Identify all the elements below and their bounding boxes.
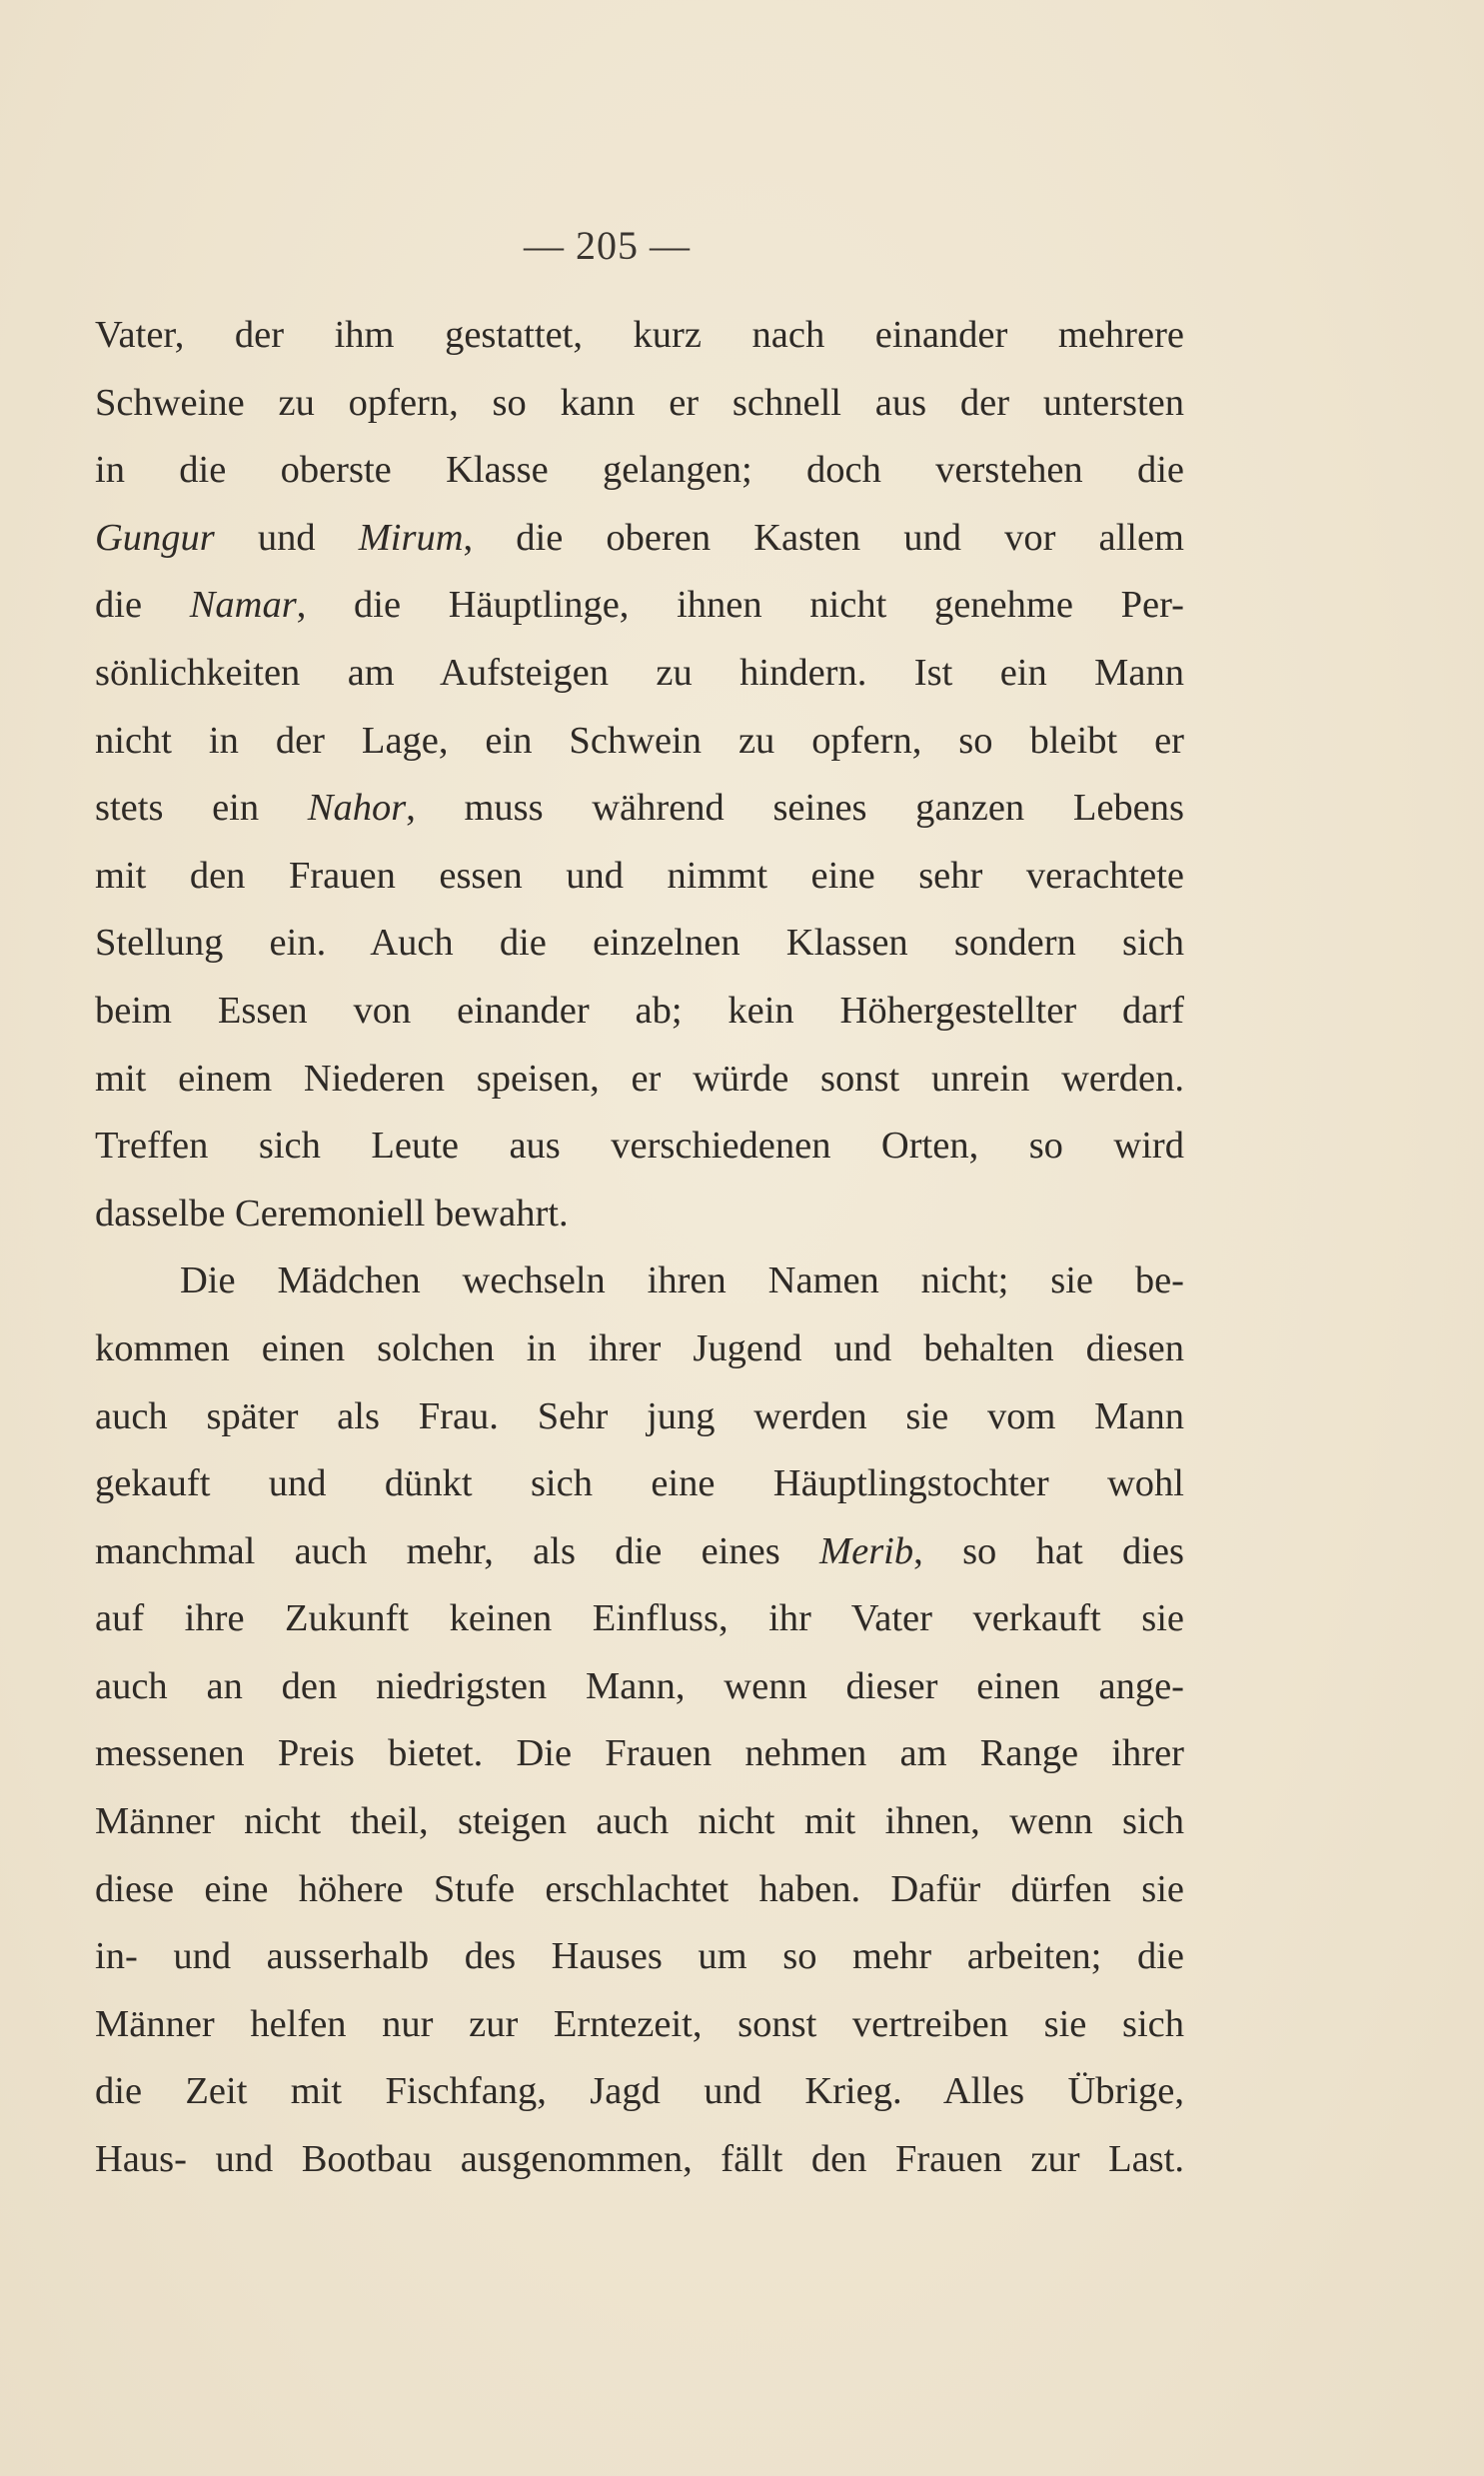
text-segment: Männer nicht theil, steigen auch nicht mit ihnen, wenn sich: [95, 1800, 1184, 1843]
text-segment: diese eine höhere Stufe erschlachtet haben. Dafür dürfen sie: [95, 1867, 1184, 1910]
text-segment: , so hat dies: [913, 1529, 1184, 1572]
text-segment: kommen einen solchen in ihrer Jugend und behalten diesen: [95, 1326, 1184, 1369]
text-segment: manchmal auch mehr, als die eines: [95, 1529, 820, 1572]
text-segment: , muss während seines ganzen Lebens: [406, 787, 1184, 830]
text-segment: messenen Preis bietet. Die Frauen nehmen am Range ihrer: [95, 1732, 1184, 1775]
text-line: [95, 437, 1184, 505]
text-line: [95, 1247, 1184, 1315]
text-line: [95, 1113, 1184, 1181]
text-segment: die Zeit mit Fischfang, Jagd und Krieg. Alles Übrige,: [95, 2070, 1184, 2113]
text-segment: stets ein: [95, 787, 308, 830]
text-line: [95, 505, 1184, 573]
text-segment: Treffen sich Leute aus verschiedenen Orten, so wird: [95, 1125, 1184, 1168]
text-line: [95, 1653, 1184, 1721]
text-segment: gekauft und dünkt sich eine Häuptlingstochter wohl: [95, 1462, 1184, 1505]
text-line: [95, 1720, 1184, 1788]
text-line: [95, 1518, 1184, 1586]
italic-term: Namar: [189, 584, 297, 627]
text-segment: Die Mädchen wechseln ihren Namen nicht; sie be-: [180, 1259, 1184, 1302]
text-line: [95, 1585, 1184, 1653]
text-segment: beim Essen von einander ab; kein Höhergestellter darf: [95, 989, 1184, 1032]
text-segment: auf ihre Zukunft keinen Einfluss, ihr Vater verkauft sie: [95, 1597, 1184, 1640]
text-line: [95, 1383, 1184, 1451]
text-line: [95, 370, 1184, 438]
text-line: [95, 1046, 1184, 1114]
italic-term: Nahor: [307, 787, 407, 830]
text-segment: Vater, der ihm gestattet, kurz nach einander mehrere: [95, 314, 1184, 356]
text-line: [95, 1856, 1184, 1924]
text-segment: Männer helfen nur zur Erntezeit, sonst vertreiben sie sich: [95, 2002, 1184, 2045]
text-line: [95, 640, 1184, 708]
body-text: [95, 302, 1184, 2194]
italic-term: Mirum: [358, 516, 464, 559]
text-segment: Stellung ein. Auch die einzelnen Klassen sondern sich: [95, 922, 1184, 965]
text-line: [95, 978, 1184, 1046]
text-segment: in- und ausserhalb des Hauses um so mehr arbeiten; die: [95, 1935, 1184, 1978]
text-segment: Schweine zu opfern, so kann er schnell aus der untersten: [95, 381, 1184, 424]
text-line: [95, 708, 1184, 776]
text-line: [95, 1315, 1184, 1383]
text-line: [95, 1450, 1184, 1518]
text-line: [95, 2126, 1184, 2194]
text-line: [95, 572, 1184, 640]
text-line: [95, 1991, 1184, 2059]
text-segment: und: [214, 516, 359, 559]
text-segment: nicht in der Lage, ein Schwein zu opfern, so bleibt er: [95, 719, 1184, 762]
text-line: [95, 775, 1184, 843]
text-segment: in die oberste Klasse gelangen; doch verstehen die: [95, 449, 1184, 492]
text-line: [95, 843, 1184, 911]
italic-term: Gungur: [95, 516, 215, 559]
text-segment: , die Häuptlinge, ihnen nicht genehme Per-: [296, 584, 1184, 627]
text-segment: auch an den niedrigsten Mann, wenn dieser einen ange-: [95, 1664, 1184, 1707]
page-number: — 205 —: [524, 223, 691, 268]
text-segment: die: [95, 584, 190, 627]
text-line: [95, 1181, 1184, 1248]
text-segment: dasselbe Ceremoniell bewahrt.: [95, 1192, 569, 1235]
text-segment: mit den Frauen essen und nimmt eine sehr verachtete: [95, 854, 1184, 897]
text-segment: , die oberen Kasten und vor allem: [463, 516, 1184, 559]
text-line: [95, 1923, 1184, 1991]
italic-term: Merib: [819, 1529, 914, 1572]
text-segment: auch später als Frau. Sehr jung werden sie vom Mann: [95, 1394, 1184, 1437]
text-line: [95, 2058, 1184, 2126]
text-line: [95, 302, 1184, 370]
text-line: [95, 1788, 1184, 1856]
text-segment: Haus- und Bootbau ausgenommen, fällt den Frauen zur Last.: [95, 2138, 1184, 2181]
text-segment: sönlichkeiten am Aufsteigen zu hindern. Ist ein Mann: [95, 651, 1184, 694]
text-segment: mit einem Niederen speisen, er würde sonst unrein werden.: [95, 1057, 1184, 1100]
text-line: [95, 910, 1184, 978]
